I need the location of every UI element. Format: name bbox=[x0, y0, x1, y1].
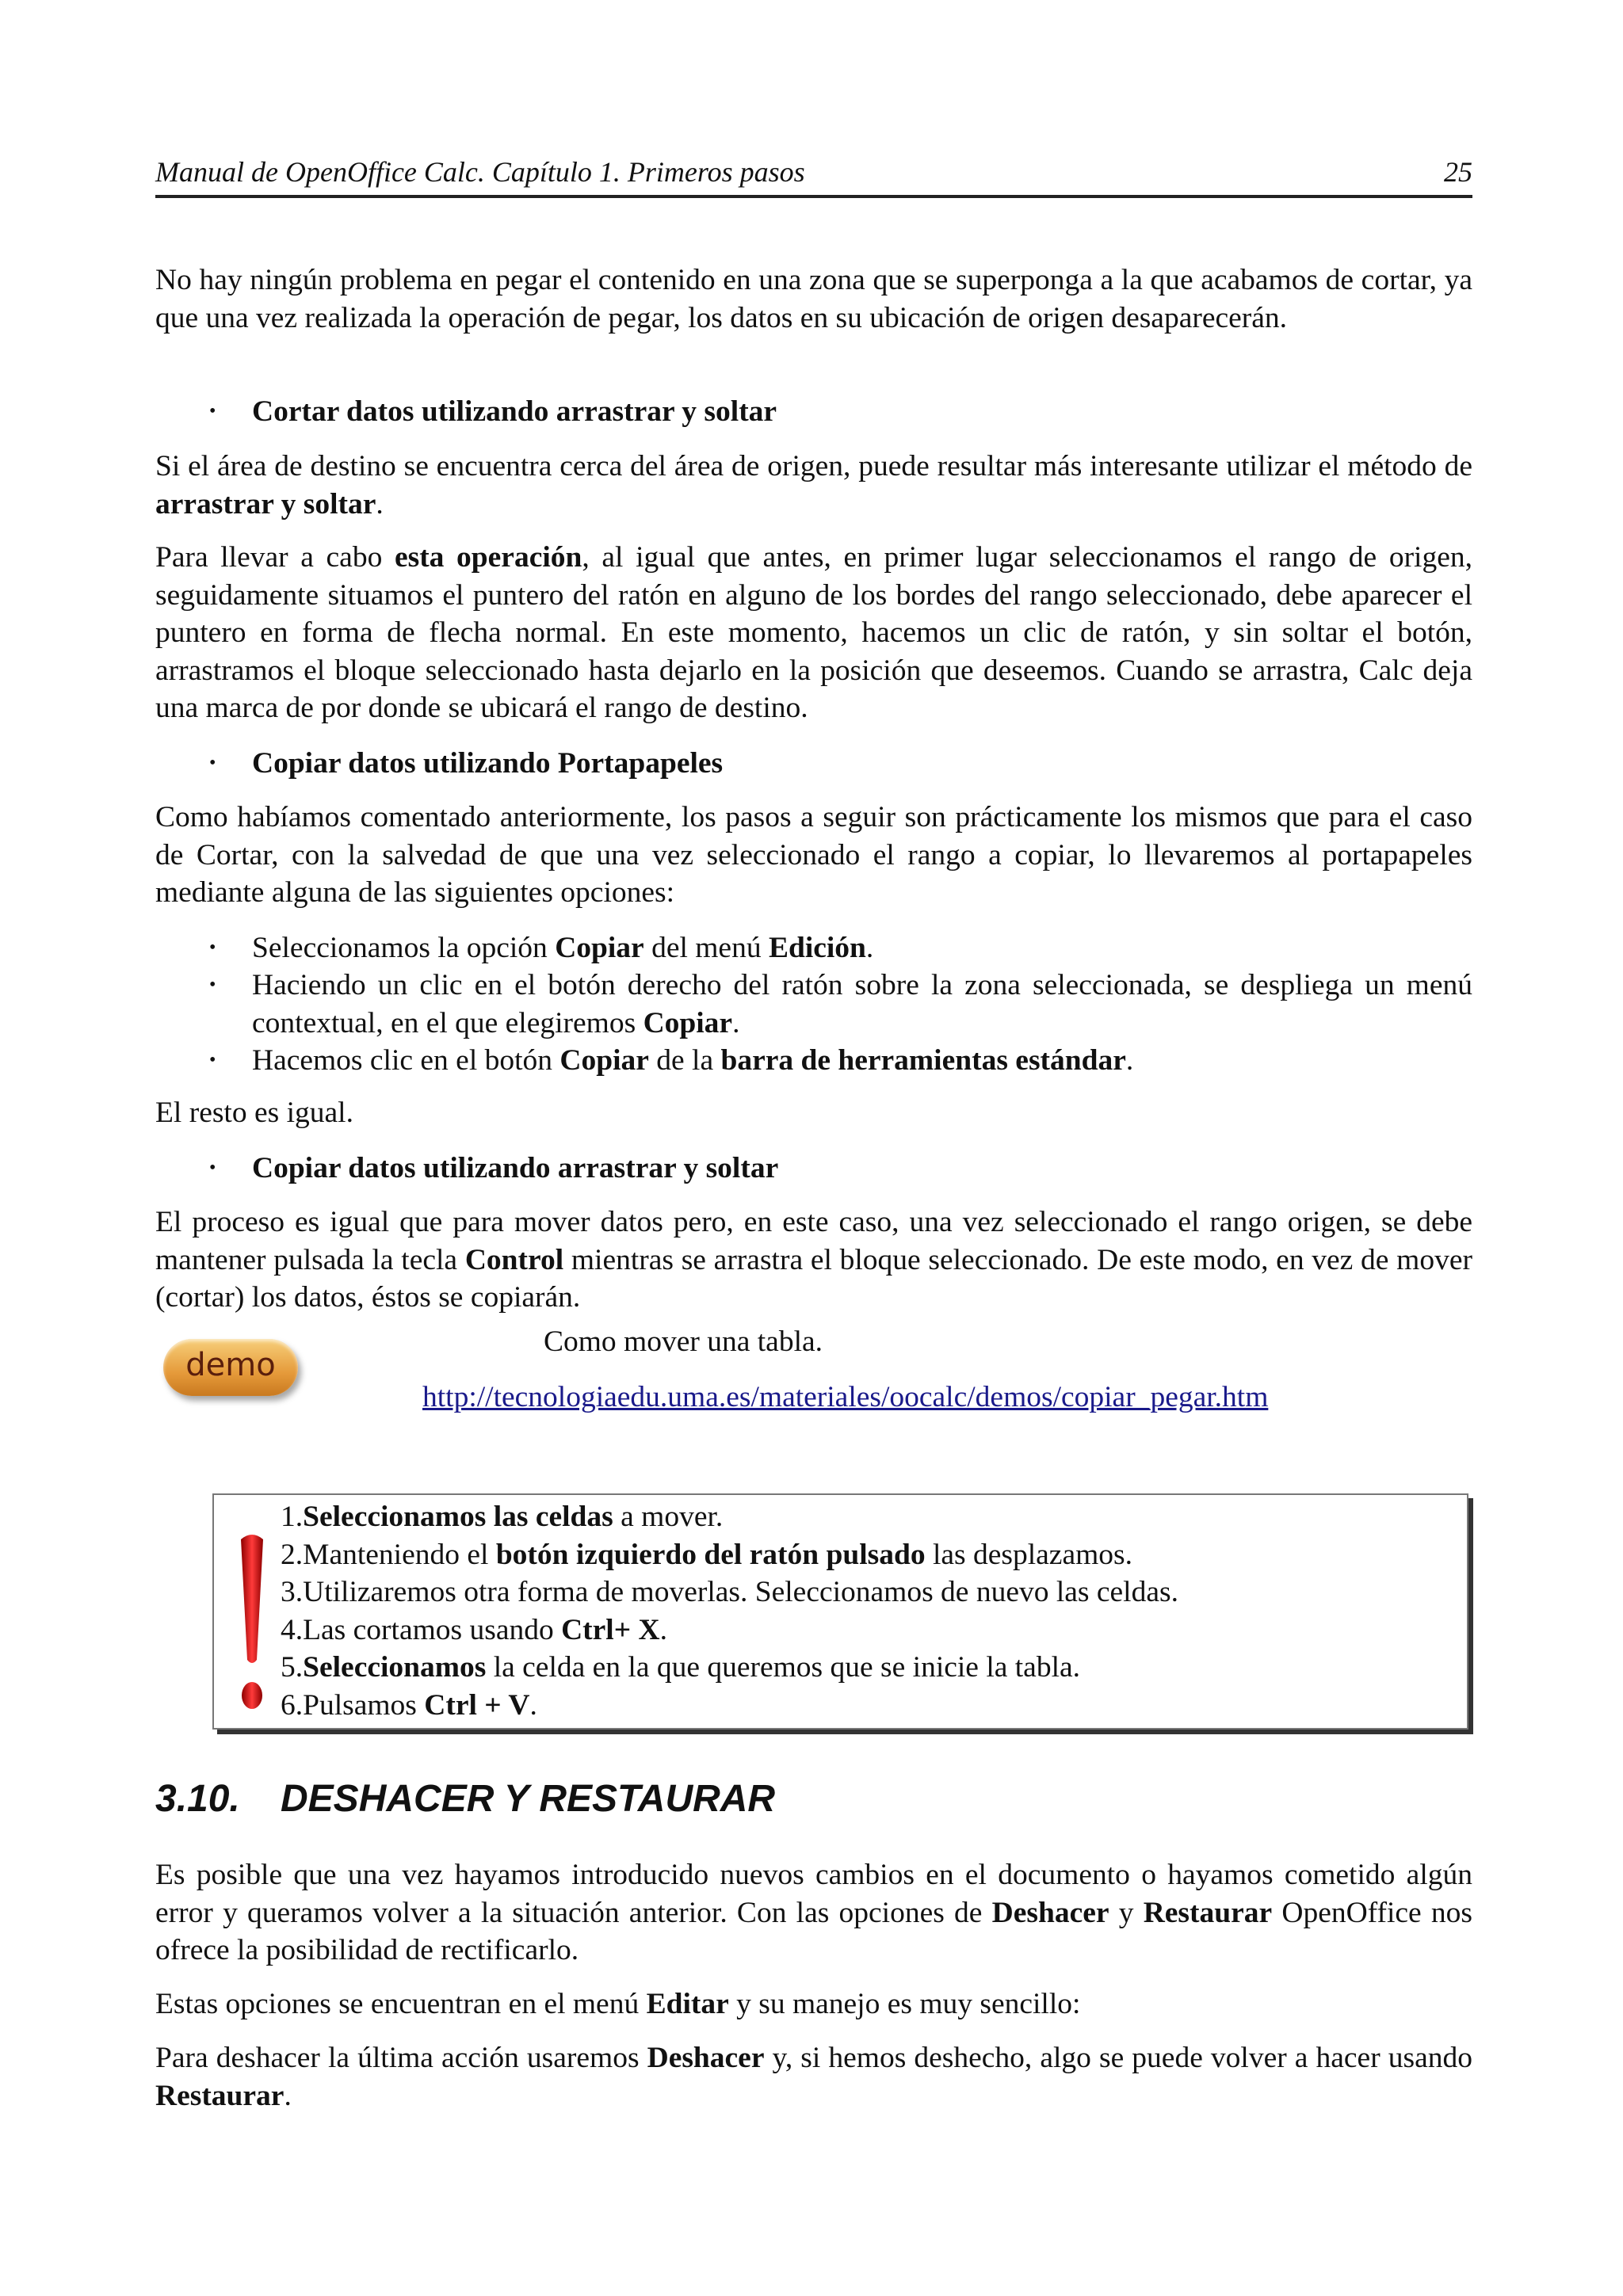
undo-paragraph-3: Para deshacer la última acción usaremos Deshacer y, si hemos deshecho, algo se puede volver a hacer usando Restaurar. bbox=[155, 2042, 1473, 2112]
section-number: 3.10. bbox=[155, 1778, 240, 1820]
header-title: Manual de OpenOffice Calc. Capítulo 1. Primeros pasos bbox=[155, 156, 805, 188]
demo-caption: Como mover una tabla. bbox=[544, 1325, 823, 1358]
section-heading bbox=[155, 1777, 775, 1821]
note-step: 5.Seleccionamos la celda en la que queremos que se inicie la tabla. bbox=[281, 1651, 1081, 1684]
bullet-label: Copiar datos utilizando Portapapeles bbox=[252, 747, 724, 780]
undo-paragraph-2: Estas opciones se encuentran en el menú Editar y su manejo es muy sencillo: bbox=[155, 1988, 1081, 2020]
page-header bbox=[155, 155, 1472, 198]
bullet-dot: • bbox=[209, 1158, 216, 1178]
process-paragraph: El proceso es igual que para mover datos pero, en este caso, una vez seleccionado el rango origen, se debe mantener pulsada la tecla Control mientras se arrastra el bloque seleccionado. De este modo, en vez de mover (cortar) los datos, éstos se copiarán. bbox=[155, 1206, 1472, 1314]
bullet-dot: • bbox=[209, 974, 216, 995]
intro-paragraph: No hay ningún problema en pegar el contenido en una zona que se superponga a la que acabamos de cortar, ya que una vez realizada la operación de pegar, los datos en su ubicación de origen desaparecerán. bbox=[155, 264, 1472, 334]
demo-button[interactable]: demo bbox=[163, 1339, 298, 1396]
rest-same-paragraph: El resto es igual. bbox=[155, 1097, 353, 1129]
note-step: 1.Seleccionamos las celdas a mover. bbox=[281, 1501, 724, 1533]
bullet-dot: • bbox=[209, 401, 216, 421]
bullet-dot: • bbox=[209, 937, 216, 958]
copy-paragraph: Como habíamos comentado anteriormente, los pasos a seguir son prácticamente los mismos que para el caso de Cortar, con la salvedad de que una vez seleccionado el rango a copiar, lo llevaremos al portapapeles mediante alguna de las siguientes opciones: bbox=[155, 801, 1472, 909]
undo-paragraph-1: Es posible que una vez hayamos introducido nuevos cambios en el documento o hayamos cometido algún error y queramos volver a la situación anterior. Con las opciones de Deshacer y Restaurar OpenOffice nos ofrece la posibilidad de rectificarlo. bbox=[155, 1859, 1472, 1966]
note-steps bbox=[281, 1498, 1178, 1724]
note-box bbox=[212, 1493, 1468, 1730]
bullet-dot: • bbox=[209, 1050, 216, 1070]
demo-link[interactable]: http://tecnologiaedu.uma.es/materiales/oocalc/demos/copiar_pegar.htm bbox=[422, 1381, 1269, 1413]
exclamation-icon bbox=[236, 1533, 268, 1715]
section-title-text: DESHACER Y RESTAURAR bbox=[281, 1778, 776, 1820]
page-number: 25 bbox=[1444, 156, 1472, 188]
drag-paragraph: Si el área de destino se encuentra cerca del área de origen, puede resultar más interesante utilizar el método de arrastrar y soltar. bbox=[155, 450, 1472, 521]
bullet-label: Copiar datos utilizando arrastrar y soltar bbox=[252, 1152, 779, 1184]
note-step: 4.Las cortamos usando Ctrl+ X. bbox=[281, 1613, 667, 1646]
note-step: 6.Pulsamos Ctrl + V. bbox=[281, 1688, 537, 1722]
bullet-dot: • bbox=[209, 753, 216, 773]
operation-paragraph: Para llevar a cabo esta operación, al igual que antes, en primer lugar seleccionamos el rango de origen, seguidamente situamos el puntero del ratón en alguno de los bordes del rango seleccionado, debe aparecer el puntero en forma de flecha normal. En este momento, hacemos un clic de ratón, y sin soltar el botón, arrastramos el bloque seleccionado hasta dejarlo en la posición que deseemos. Cuando se arrastra, Calc deja una marca de por donde se ubicará el rango de destino. bbox=[155, 541, 1472, 724]
note-step: 2.Manteniendo el botón izquierdo del ratón pulsado las desplazamos. bbox=[281, 1538, 1132, 1571]
note-step: 3.Utilizaremos otra forma de moverlas. Seleccionamos de nuevo las celdas. bbox=[281, 1576, 1178, 1608]
bullet-label: Cortar datos utilizando arrastrar y soltar bbox=[252, 395, 777, 428]
